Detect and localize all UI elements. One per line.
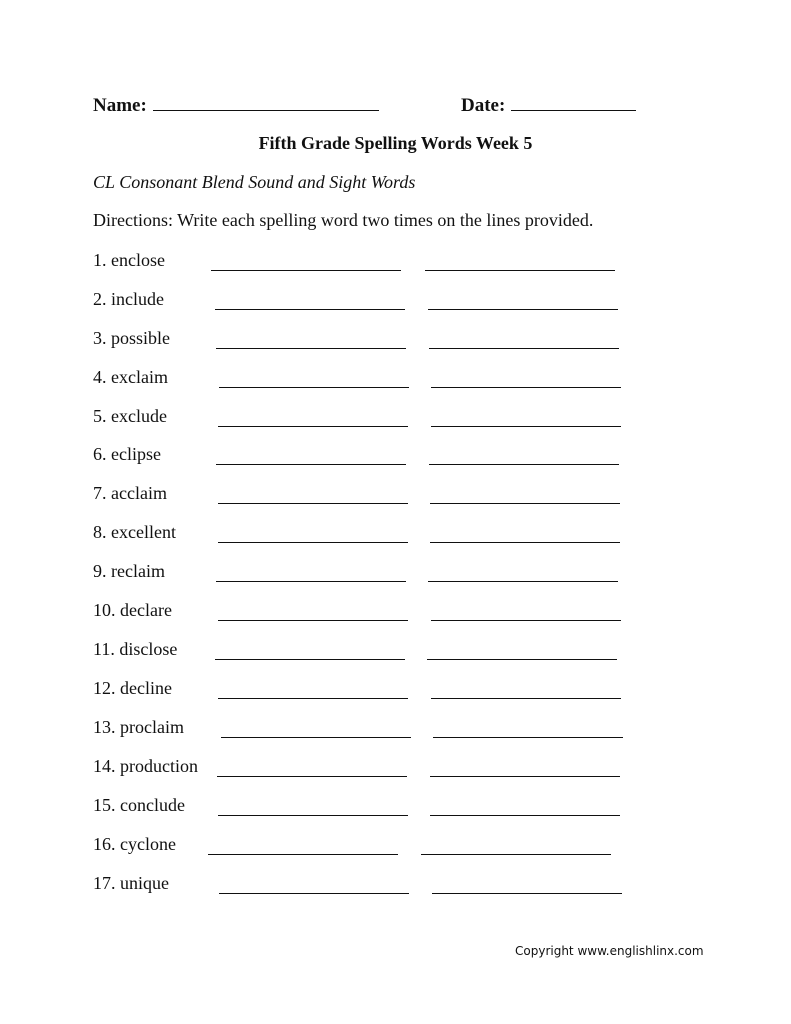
name-label: Name: bbox=[93, 95, 147, 116]
writing-line bbox=[421, 854, 611, 855]
worksheet-subtitle: CL Consonant Blend Sound and Sight Words bbox=[93, 172, 416, 192]
word-row bbox=[93, 600, 693, 624]
writing-line bbox=[208, 854, 398, 855]
writing-line bbox=[428, 581, 618, 582]
date-label: Date: bbox=[461, 95, 506, 116]
writing-line bbox=[215, 659, 405, 660]
spelling-word: 12. decline bbox=[93, 678, 172, 698]
writing-line bbox=[221, 737, 411, 738]
writing-line bbox=[428, 309, 618, 310]
worksheet-title: Fifth Grade Spelling Words Week 5 bbox=[258, 133, 533, 153]
writing-line bbox=[219, 893, 409, 894]
writing-line bbox=[216, 348, 406, 349]
writing-line bbox=[431, 387, 621, 388]
spelling-word: 9. reclaim bbox=[93, 561, 165, 581]
directions-text: Directions: Write each spelling word two times on the lines provided. bbox=[93, 210, 594, 230]
writing-line bbox=[217, 776, 407, 777]
spelling-word: 16. cyclone bbox=[93, 834, 176, 854]
writing-line bbox=[430, 503, 620, 504]
date-field bbox=[461, 92, 636, 117]
writing-line bbox=[218, 698, 408, 699]
writing-line bbox=[427, 659, 617, 660]
word-row bbox=[93, 250, 693, 274]
writing-line bbox=[218, 426, 408, 427]
spelling-word: 17. unique bbox=[93, 873, 169, 893]
word-row bbox=[93, 756, 693, 780]
word-row bbox=[93, 639, 693, 663]
writing-line bbox=[218, 542, 408, 543]
spelling-word: 13. proclaim bbox=[93, 717, 184, 737]
spelling-word: 5. exclude bbox=[93, 406, 167, 426]
writing-line bbox=[430, 815, 620, 816]
word-row bbox=[93, 483, 693, 507]
word-row bbox=[93, 522, 693, 546]
writing-line bbox=[430, 542, 620, 543]
word-row bbox=[93, 561, 693, 585]
word-row bbox=[93, 328, 693, 352]
writing-line bbox=[433, 737, 623, 738]
writing-line bbox=[219, 387, 409, 388]
name-field bbox=[93, 92, 379, 117]
spelling-word: 2. include bbox=[93, 289, 164, 309]
writing-line bbox=[432, 893, 622, 894]
word-row bbox=[93, 717, 693, 741]
word-row bbox=[93, 444, 693, 468]
name-blank-line bbox=[153, 92, 379, 111]
spelling-word: 1. enclose bbox=[93, 250, 165, 270]
spelling-word: 7. acclaim bbox=[93, 483, 167, 503]
word-row bbox=[93, 795, 693, 819]
word-row bbox=[93, 873, 693, 897]
spelling-word: 4. exclaim bbox=[93, 367, 168, 387]
writing-line bbox=[215, 309, 405, 310]
writing-line bbox=[218, 620, 408, 621]
word-row bbox=[93, 834, 693, 858]
word-row bbox=[93, 678, 693, 702]
spelling-word: 3. possible bbox=[93, 328, 171, 348]
copyright-footer: Copyright www.englishlinx.com bbox=[515, 944, 704, 958]
writing-line bbox=[431, 620, 621, 621]
spelling-word: 10. declare bbox=[93, 600, 172, 620]
spelling-word: 6. eclipse bbox=[93, 444, 161, 464]
writing-line bbox=[216, 581, 406, 582]
spelling-word: 15. conclude bbox=[93, 795, 185, 815]
writing-line bbox=[429, 348, 619, 349]
writing-line bbox=[218, 503, 408, 504]
spelling-word: 11. disclose bbox=[93, 639, 178, 659]
writing-line bbox=[425, 270, 615, 271]
word-row bbox=[93, 367, 693, 391]
writing-line bbox=[218, 815, 408, 816]
writing-line bbox=[431, 698, 621, 699]
writing-line bbox=[216, 464, 406, 465]
writing-line bbox=[429, 464, 619, 465]
writing-line bbox=[211, 270, 401, 271]
writing-line bbox=[430, 776, 620, 777]
spelling-word: 8. excellent bbox=[93, 522, 176, 542]
word-row bbox=[93, 406, 693, 430]
date-blank-line bbox=[511, 92, 636, 111]
word-row bbox=[93, 289, 693, 313]
spelling-word: 14. production bbox=[93, 756, 198, 776]
writing-line bbox=[431, 426, 621, 427]
